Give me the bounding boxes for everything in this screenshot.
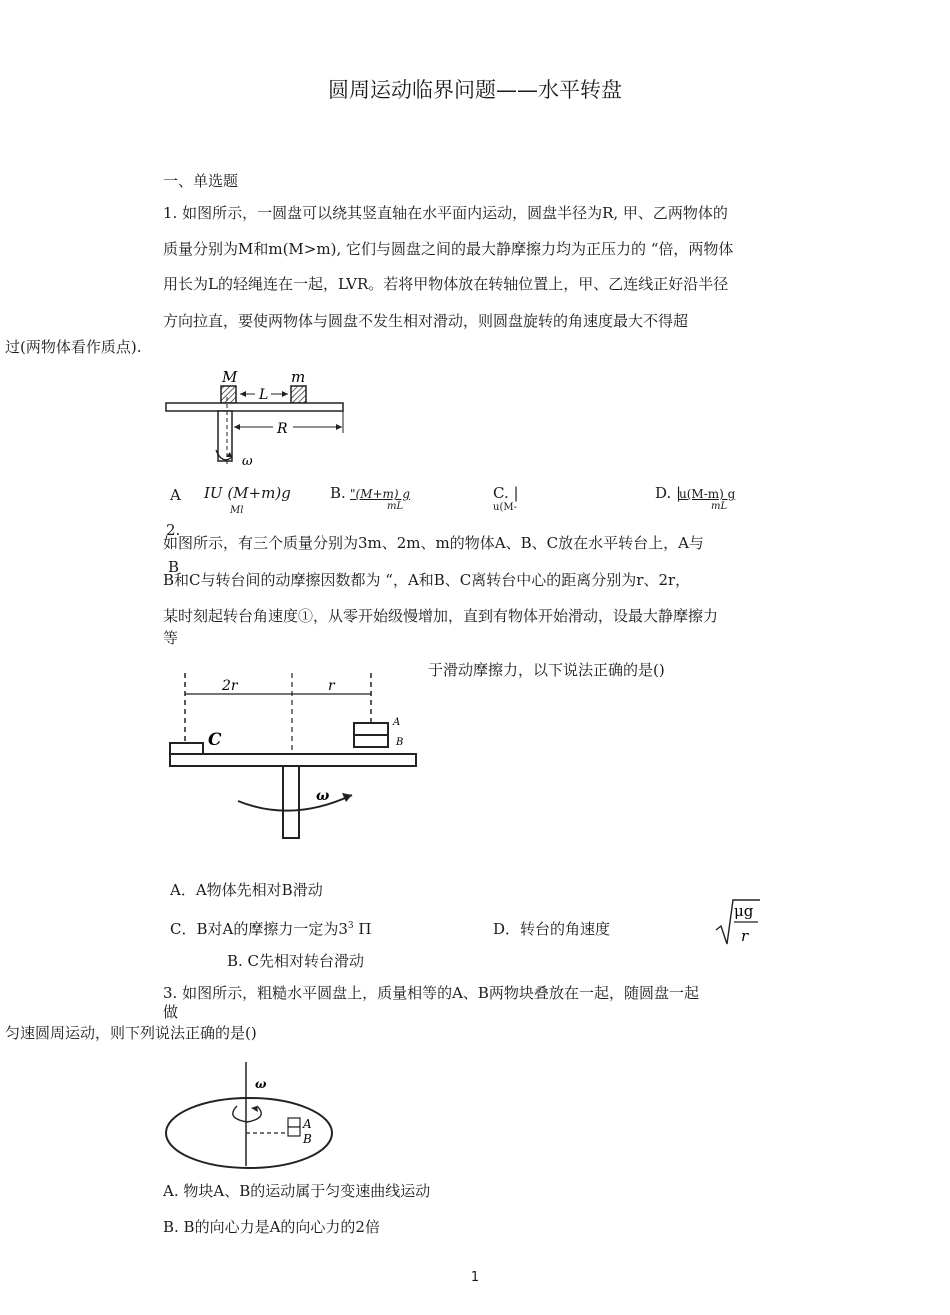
q1-option-d-letter: D. | [655,484,682,502]
fig3-label-B: B [303,1132,312,1146]
fig2-label-2r: 2r [222,678,238,694]
q1-option-d-bottom: mL [711,501,728,512]
q3-option-a: A. 物块A、B的运动属于匀变速曲线运动 [163,1182,431,1200]
q1-option-a-bottom: Ml [230,505,244,516]
q2-line-2: B和C与转台间的动摩擦因数都为 “，A和B、C离转台中心的距离分别为r、2r， [163,571,691,589]
q1-option-c-letter: C. | [493,484,519,502]
block-b3 [288,1127,300,1136]
q2-stray-b: B [168,558,180,576]
block-b [354,735,388,747]
mass-M-block [221,386,236,403]
q1-option-b-letter: B. [330,484,346,502]
q1-line-4: 方向拉直，要使两物体与圆盘不发生相对滑动，则圆盘旋转的角速度最大不得超 [163,312,689,330]
q1-option-c-bottom: u(M- [493,502,517,513]
q1-line-5: 过(两物体看作质点). [5,338,142,356]
q2-option-b: B. C先相对转台滑动 [227,952,365,970]
q2-number: 2. [166,521,181,539]
turntable-axle [283,766,299,838]
section-heading: 一、单选题 [163,172,239,190]
q2-line-1: 如图所示，有三个质量分别为3m、2m、m的物体A、B、C放在水平转台上，A与 [163,534,704,552]
q1-option-b-bottom: mL [387,501,404,512]
q2-option-c: C．B对A的摩擦力一定为$3^3$ Π [170,920,372,938]
q3-line-1: 3. 如图所示，粗糙水平圆盘上，质量相等的A、B两物块叠放在一起，随圆盘一起 [163,984,699,1002]
fig1-label-M: M [222,368,238,386]
disk-edge [166,403,343,411]
mass-m-block [291,386,306,403]
q1-option-a-top: IU (M+m)g [204,484,291,502]
q3-line-3: 匀速圆周运动，则下列说法正确的是() [5,1024,257,1042]
q1-option-b-top: "(M+m) g [350,487,411,501]
fig2-label-A: A [393,717,401,728]
fig2-label-omega: ω [316,788,330,804]
q1-option-a-letter: A [170,486,181,504]
block-a [354,723,388,735]
q3-line-2: 做 [163,1003,179,1021]
q2-line-4: 等 [163,629,179,647]
block-c [170,743,203,754]
q2-option-d-formula [712,896,762,948]
fig1-label-m: m [291,368,306,386]
q3-figure [163,1060,343,1170]
formula-den: r [741,927,749,945]
q2-figure [160,665,425,845]
fig3-label-omega: ω [255,1077,267,1091]
q1-option-d-top: u(M-m) g [679,487,736,501]
fig1-label-L: L [259,387,269,403]
q2-line-5: 于滑动摩擦力，以下说法正确的是() [428,661,665,679]
q1-figure [160,365,360,475]
fig2-label-r: r [328,678,335,694]
fig2-label-B: B [396,737,404,748]
fig1-label-omega: ω [242,454,253,469]
fig3-label-A: A [303,1117,312,1131]
q3-option-b: B. B的向心力是A的向心力的2倍 [163,1218,380,1236]
q1-line-2: 质量分别为M和m(M>m), 它们与圆盘之间的最大静摩擦力均为正压力的 “倍，两物体 [163,240,734,258]
page-title: 圆周运动临界问题——水平转盘 [328,78,622,102]
fig2-label-C: C [208,730,222,750]
q2-option-a: A．A物体先相对B滑动 [170,881,323,899]
q2-option-d: D．转台的角速度 [493,920,611,938]
page-number: 1 [470,1270,480,1285]
q2-line-3: 某时刻起转台角速度①，从零开始级慢增加，直到有物体开始滑动，设最大静摩擦力 [163,607,719,625]
block-a3 [288,1118,300,1127]
formula-num: μg [734,902,754,920]
turntable [170,754,416,766]
q1-line-1: 1. 如图所示，一圆盘可以绕其竖直轴在水平面内运动，圆盘半径为R, 甲、乙两物体的 [163,204,728,222]
q1-line-3: 用长为L的轻绳连在一起，LVR。若将甲物体放在转轴位置上，甲、乙连线正好沿半径 [163,275,729,293]
fig1-label-R: R [277,421,288,437]
